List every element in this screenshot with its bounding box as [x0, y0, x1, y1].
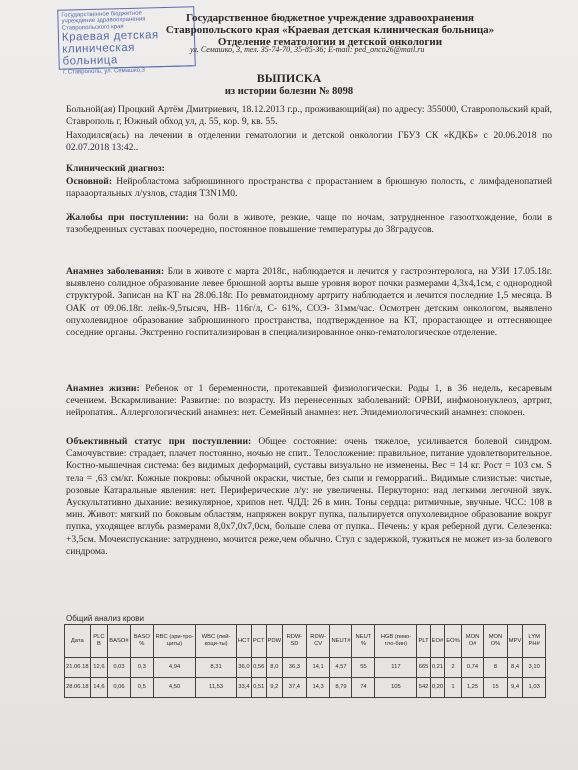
table-cell: 9,4	[507, 678, 523, 698]
document-subtitle: из истории болезни № 8098	[224, 86, 354, 97]
blood-test-caption: Общий анализ крови	[66, 614, 145, 623]
table-cell: 8	[484, 658, 508, 678]
complaints-section	[66, 212, 552, 236]
table-cell: 4,50	[153, 678, 195, 698]
header-line-1: Государственное бюджетное учреждение здравоохранения	[186, 12, 474, 24]
table-cell: 1	[445, 678, 462, 698]
stamp-line-6: г. Ставрополь, ул. Семашко,3	[62, 67, 146, 76]
table-column-header: RBC (эри-тро-циты)	[153, 625, 195, 658]
table-cell: 0,5	[130, 678, 153, 698]
diagnosis-main	[66, 176, 552, 200]
anamnesis-disease-label: Анамнез заболевания:	[66, 266, 165, 277]
stamp-line-1: Государственное бюджетное	[61, 10, 142, 19]
table-column-header: HCT	[236, 625, 251, 658]
table-column-header: PCT	[251, 625, 266, 658]
table-column-header: WBC (лей-коци-ты)	[196, 625, 237, 658]
table-row	[65, 678, 546, 698]
table-column-header: NEUT#	[330, 625, 352, 658]
table-column-header: BASO %	[130, 625, 153, 658]
table-cell: 74	[352, 678, 375, 698]
header-contacts: ул. Семашко, 3, тел. 35-74-70, 35-85-36; E-mail: ped_onco26@mail.ru	[190, 45, 425, 54]
table-column-header: MPV	[507, 625, 523, 658]
table-cell: 1,25	[461, 678, 483, 698]
table-column-header: NEUT %	[352, 625, 375, 658]
table-column-header: PLC B	[90, 625, 108, 658]
table-cell: 0,03	[108, 658, 130, 678]
stamp-line-5: клиническая больница	[62, 41, 136, 68]
diagnosis-heading: Клинический диагноз:	[66, 163, 165, 174]
institution-header	[120, 12, 540, 48]
table-cell: 542	[417, 678, 430, 698]
anamnesis-disease-text: Бли в животе с марта 2018г., наблюдается и лечится у гастроэнтеролога, на УЗИ 17.05.18г. выявлено солидное образование левее брюшной аорты выше уровня ворот почки размерами 4,3х4,1см, с однородной структурой. Записан на КТ на 28.06.18г. По ревматоидному артриту наблюдается и лечится последние 1,5 месяца. В ОАК от 09.06.18г. лейк-9,5тысяч, НВ- 116г/л, С- 61%, СОЭ- 31мм/час. Осмотрен детским онкологом, выявлено опухолевидное образование забрюшинного пространства, подтвержденное на КТ, прорастающее и оттесняющее соседние органы. Экстренно госпитализирован в специализированное онко-гематологическое отделение.	[66, 266, 552, 339]
table-cell: 36,3	[283, 658, 307, 678]
stamp-line-4: Краевая детская	[61, 29, 159, 44]
table-column-header: PLT	[417, 625, 430, 658]
table-cell: 0,74	[461, 658, 483, 678]
table-cell: 8,4	[507, 658, 523, 678]
hospitalization-period: Находился(ась) на лечении в отделении гематологии и детской онкологии ГБУЗ СК «КДКБ» с 20.06.2018 по 02.07.2018 13:42..	[66, 130, 552, 154]
table-cell: 665	[417, 658, 430, 678]
table-column-header: LYM PH#	[523, 625, 546, 658]
table-header-row	[65, 625, 546, 658]
table-cell: 36,0	[236, 658, 251, 678]
patient-info: Больной(ая) Процкий Артём Дмитриевич, 18.12.2013 г.р., проживающий(ая) по адресу: 355000, Ставропольский край, Ставрополь г, Южный обход ул, д. 55, кор. 9, кв. 55.	[66, 104, 552, 128]
table-row	[65, 658, 546, 678]
stamp-line-2: учреждение здравоохранения	[61, 16, 146, 25]
complaints-label: Жалобы при поступлении:	[66, 212, 189, 223]
objective-status-section	[66, 436, 552, 558]
table-cell: 2	[445, 658, 462, 678]
table-cell: 1,03	[523, 678, 546, 698]
table-cell: 105	[375, 678, 417, 698]
table-cell: 0,21	[430, 658, 445, 678]
blood-test-table	[64, 624, 546, 698]
table-cell: 8,79	[330, 678, 352, 698]
table-cell: 0,06	[108, 678, 130, 698]
table-cell: 0,51	[251, 678, 266, 698]
complaints-text: на боли в животе, резкие, чаще по ночам, затрудненное газоотхождение, боли в тазобедренных суставах поочередно, постоянное повышение температуры до 38градусов.	[66, 212, 552, 236]
table-cell: 28.06.18	[65, 678, 91, 698]
table-column-header: EO#	[430, 625, 445, 658]
table-cell: 0,56	[251, 658, 266, 678]
objective-status-label: Объективный статус при поступлении:	[66, 436, 252, 447]
table-cell: 12,6	[90, 658, 108, 678]
table-column-header: HGB (гемо-гло-бин)	[375, 625, 417, 658]
table-cell: 9,2	[266, 678, 283, 698]
table-cell: 4,94	[153, 658, 195, 678]
diagnosis-label: Основной:	[66, 176, 113, 187]
table-cell: 4,57	[330, 658, 352, 678]
document-title: ВЫПИСКА	[256, 71, 322, 85]
anamnesis-disease-section	[66, 266, 552, 339]
stamp-line-3: Ставропольского края	[61, 23, 124, 32]
table-cell: 11,53	[196, 678, 237, 698]
table-column-header: MON O%	[484, 625, 508, 658]
anamnesis-life-label: Анамнез жизни:	[66, 383, 140, 394]
diagnosis-text: Нейробластома забрюшинного пространства с прорастанием в брюшную полость, с лимфаденопатией парааортальных л/узлов, стадия T3N1M0.	[66, 176, 552, 200]
table-column-header: RDW-SD	[283, 625, 307, 658]
table-cell: 8,31	[196, 658, 237, 678]
table-cell: 14,6	[90, 678, 108, 698]
table-cell: 15	[484, 678, 508, 698]
table-cell: 14,1	[306, 658, 330, 678]
table-cell: 0,20	[430, 678, 445, 698]
table-column-header: RDW-CV	[306, 625, 330, 658]
table-cell: 3,10	[523, 658, 546, 678]
table-cell: 21.06.18	[65, 658, 91, 678]
table-column-header: PDW	[266, 625, 283, 658]
anamnesis-life-section	[66, 383, 552, 420]
table-cell: 117	[375, 658, 417, 678]
table-cell: 14,3	[306, 678, 330, 698]
table-column-header: BASO#	[108, 625, 130, 658]
table-column-header: MON O#	[461, 625, 483, 658]
table-column-header: Дата	[65, 625, 91, 658]
objective-status-text: Общее состояние: очень тяжелое, усиливается болевой синдром. Самочувствие: страдает, плачет постоянно, ночью не спит.. Телосложение: правильное, питание удовлетворительное. Костно-мышечная система: без видимых деформаций, суставы визуально не изменены. Вес = 14 кг. Рост = 103 см. S тела = ,63 см/кг. Кожные покровы: обычной окраски, чистые, без сыпи и геморрагий.. Видимые слизистые: чистые, розовые Катаральные явления: нет. Периферические л/у: не увеличены. Перкуторно: над легкими легочной звук. Аускультативно дыхание: везикулярное, хрипов нет. ЧДД: 26 в мин. Тоны сердца: ритмичные, звучные. ЧСС: 108 в мин. Живот: мягкий по боковым областям, напряжен вокруг пупка, пальпируется опухолевидное образование вокруг пупка, уходящее вглубь размерами 8,0х7,0х7,0см, больше слева от пупка.. Печень: у края реберной дуги. Селезенка: +3,5см. Мочеиспускание: затруднено, мочится реже,чем обычно. Стул с задержкой, тужиться не может из-за болевого синдрома.	[66, 436, 552, 557]
table-cell: 55	[352, 658, 375, 678]
anamnesis-life-text: Ребенок от 1 беременности, протекавшей физиологически. Роды 1, в 36 недель, кесаревым сечением. Вскармливание: Развитие: по возрасту. Из перенесенных заболеваний: ОРВИ, инфмононуклеоз, артрит, нейропатия.. Аллергологический анамнез: нет. Семейный анамнез: нет. Эпидемиологический анамнез: спокоен.	[66, 383, 552, 419]
table-column-header: EO%	[445, 625, 462, 658]
header-line-2: Ставропольского края «Краевая детская клиническая больница»	[165, 24, 495, 36]
table-cell: 37,4	[283, 678, 307, 698]
table-cell: 0,3	[130, 658, 153, 678]
header-line-3: Отделение гематологии и детской онкологии	[217, 36, 443, 48]
table-cell: 33,4	[236, 678, 251, 698]
table-body	[65, 658, 546, 698]
table-cell: 8,0	[266, 658, 283, 678]
